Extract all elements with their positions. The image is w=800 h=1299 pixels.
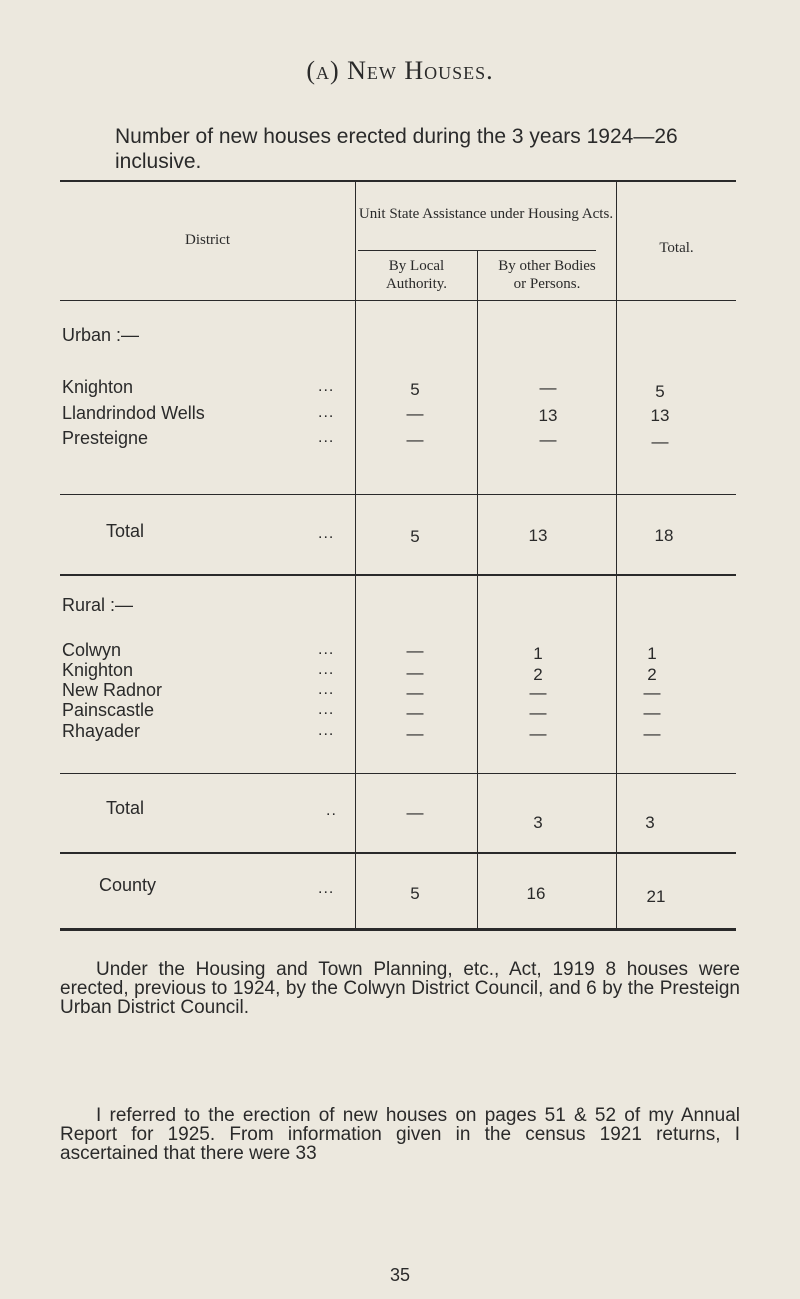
urban-total-local: 5: [410, 527, 420, 546]
row-total: —: [643, 724, 661, 743]
rural-total-other: 3: [533, 813, 543, 832]
row-district: Presteigne: [62, 428, 149, 448]
paragraph-housing-act: [60, 960, 740, 1017]
row-local: —: [406, 683, 424, 702]
rural-total-bottom-rule: [60, 852, 736, 854]
row-local: —: [406, 404, 424, 423]
row-total: —: [643, 683, 661, 702]
county-total-total: 21: [646, 887, 666, 906]
paragraph-housing-act-text: Under the Housing and Town Planning, etc., Act, 1919 8 houses were erected, previous to 1924, by the Colwyn District Council, and 6 by the Presteign Urban District Council.: [60, 959, 740, 1018]
paragraph-referral: [60, 1106, 740, 1163]
row-other: 13: [538, 406, 558, 425]
row-local: —: [406, 703, 424, 722]
row-dots: ...: [318, 722, 335, 739]
urban-total-label: Total: [106, 521, 145, 541]
header-total: Total.: [659, 240, 694, 256]
col-divider-2: [477, 250, 478, 928]
rural-total-label: Total: [106, 798, 145, 818]
page-number: 35: [389, 1265, 411, 1285]
row-dots: ...: [318, 661, 335, 678]
header-unit-state: [356, 205, 616, 224]
row-district: Llandrindod Wells: [62, 403, 205, 423]
row-local: —: [406, 724, 424, 743]
header-local-2: Authority.: [385, 276, 448, 292]
row-total: 1: [647, 644, 657, 663]
row-dots: ...: [318, 404, 335, 421]
county-total-label: County: [99, 875, 157, 895]
row-district: Rhayader: [62, 721, 141, 741]
intro-text: Number of new houses erected during the 3 years 1924—26 inclusive.: [115, 125, 678, 173]
row-dots: ...: [318, 429, 335, 446]
header-bottom-rule: [60, 300, 736, 301]
header-unit-state-text: Unit State Assistance under Housing Acts.: [358, 206, 614, 222]
rural-total-dots: ..: [326, 802, 337, 819]
header-district: District: [185, 232, 230, 248]
row-total: —: [651, 432, 669, 451]
county-total-other: 16: [526, 884, 546, 903]
rural-total-total: 3: [645, 813, 655, 832]
urban-total-dots: ...: [318, 525, 335, 542]
county-total-local: 5: [410, 884, 420, 903]
row-district: Knighton: [62, 377, 134, 397]
rural-bottom-rule: [60, 773, 736, 774]
table-bottom-rule: [60, 928, 736, 931]
urban-total-total: 18: [654, 526, 674, 545]
row-other: —: [539, 430, 557, 449]
row-total: 13: [650, 406, 670, 425]
row-dots: ...: [318, 681, 335, 698]
table-top-rule: [60, 180, 736, 182]
row-other: —: [529, 724, 547, 743]
row-total: —: [643, 703, 661, 722]
header-other-1: By other Bodies: [498, 258, 596, 274]
row-other: —: [529, 703, 547, 722]
row-dots: ...: [318, 701, 335, 718]
urban-bottom-rule: [60, 494, 736, 495]
col-divider-3: [616, 180, 617, 928]
row-local: —: [406, 641, 424, 660]
row-local: —: [406, 430, 424, 449]
row-district: Colwyn: [62, 640, 122, 660]
header-local-1: By Local: [388, 258, 445, 274]
rural-total-local: —: [406, 803, 424, 822]
urban-label: Urban :—: [62, 325, 140, 345]
rural-label: Rural :—: [62, 595, 134, 615]
row-dots: ...: [318, 641, 335, 658]
urban-total-other: 13: [528, 526, 548, 545]
header-other-2: or Persons.: [513, 276, 581, 292]
row-total: 2: [647, 665, 657, 684]
row-other: —: [539, 378, 557, 397]
row-local: —: [406, 663, 424, 682]
row-other: 1: [533, 644, 543, 663]
row-district: New Radnor: [62, 680, 163, 700]
row-other: —: [529, 683, 547, 702]
row-dots: ...: [318, 378, 335, 395]
county-total-dots: ...: [318, 880, 335, 897]
paragraph-referral-text: I referred to the erection of new houses on pages 51 & 52 of my Annual Report for 1925. From information given in the census 1921 returns, I ascertained that there were 33: [60, 1105, 740, 1164]
row-total: 5: [655, 382, 665, 401]
row-district: Painscastle: [62, 700, 155, 720]
row-local: 5: [410, 380, 420, 399]
section-heading: (a) New Houses.: [306, 56, 494, 85]
row-other: 2: [533, 665, 543, 684]
urban-total-bottom-rule: [60, 574, 736, 576]
row-district: Knighton: [62, 660, 134, 680]
